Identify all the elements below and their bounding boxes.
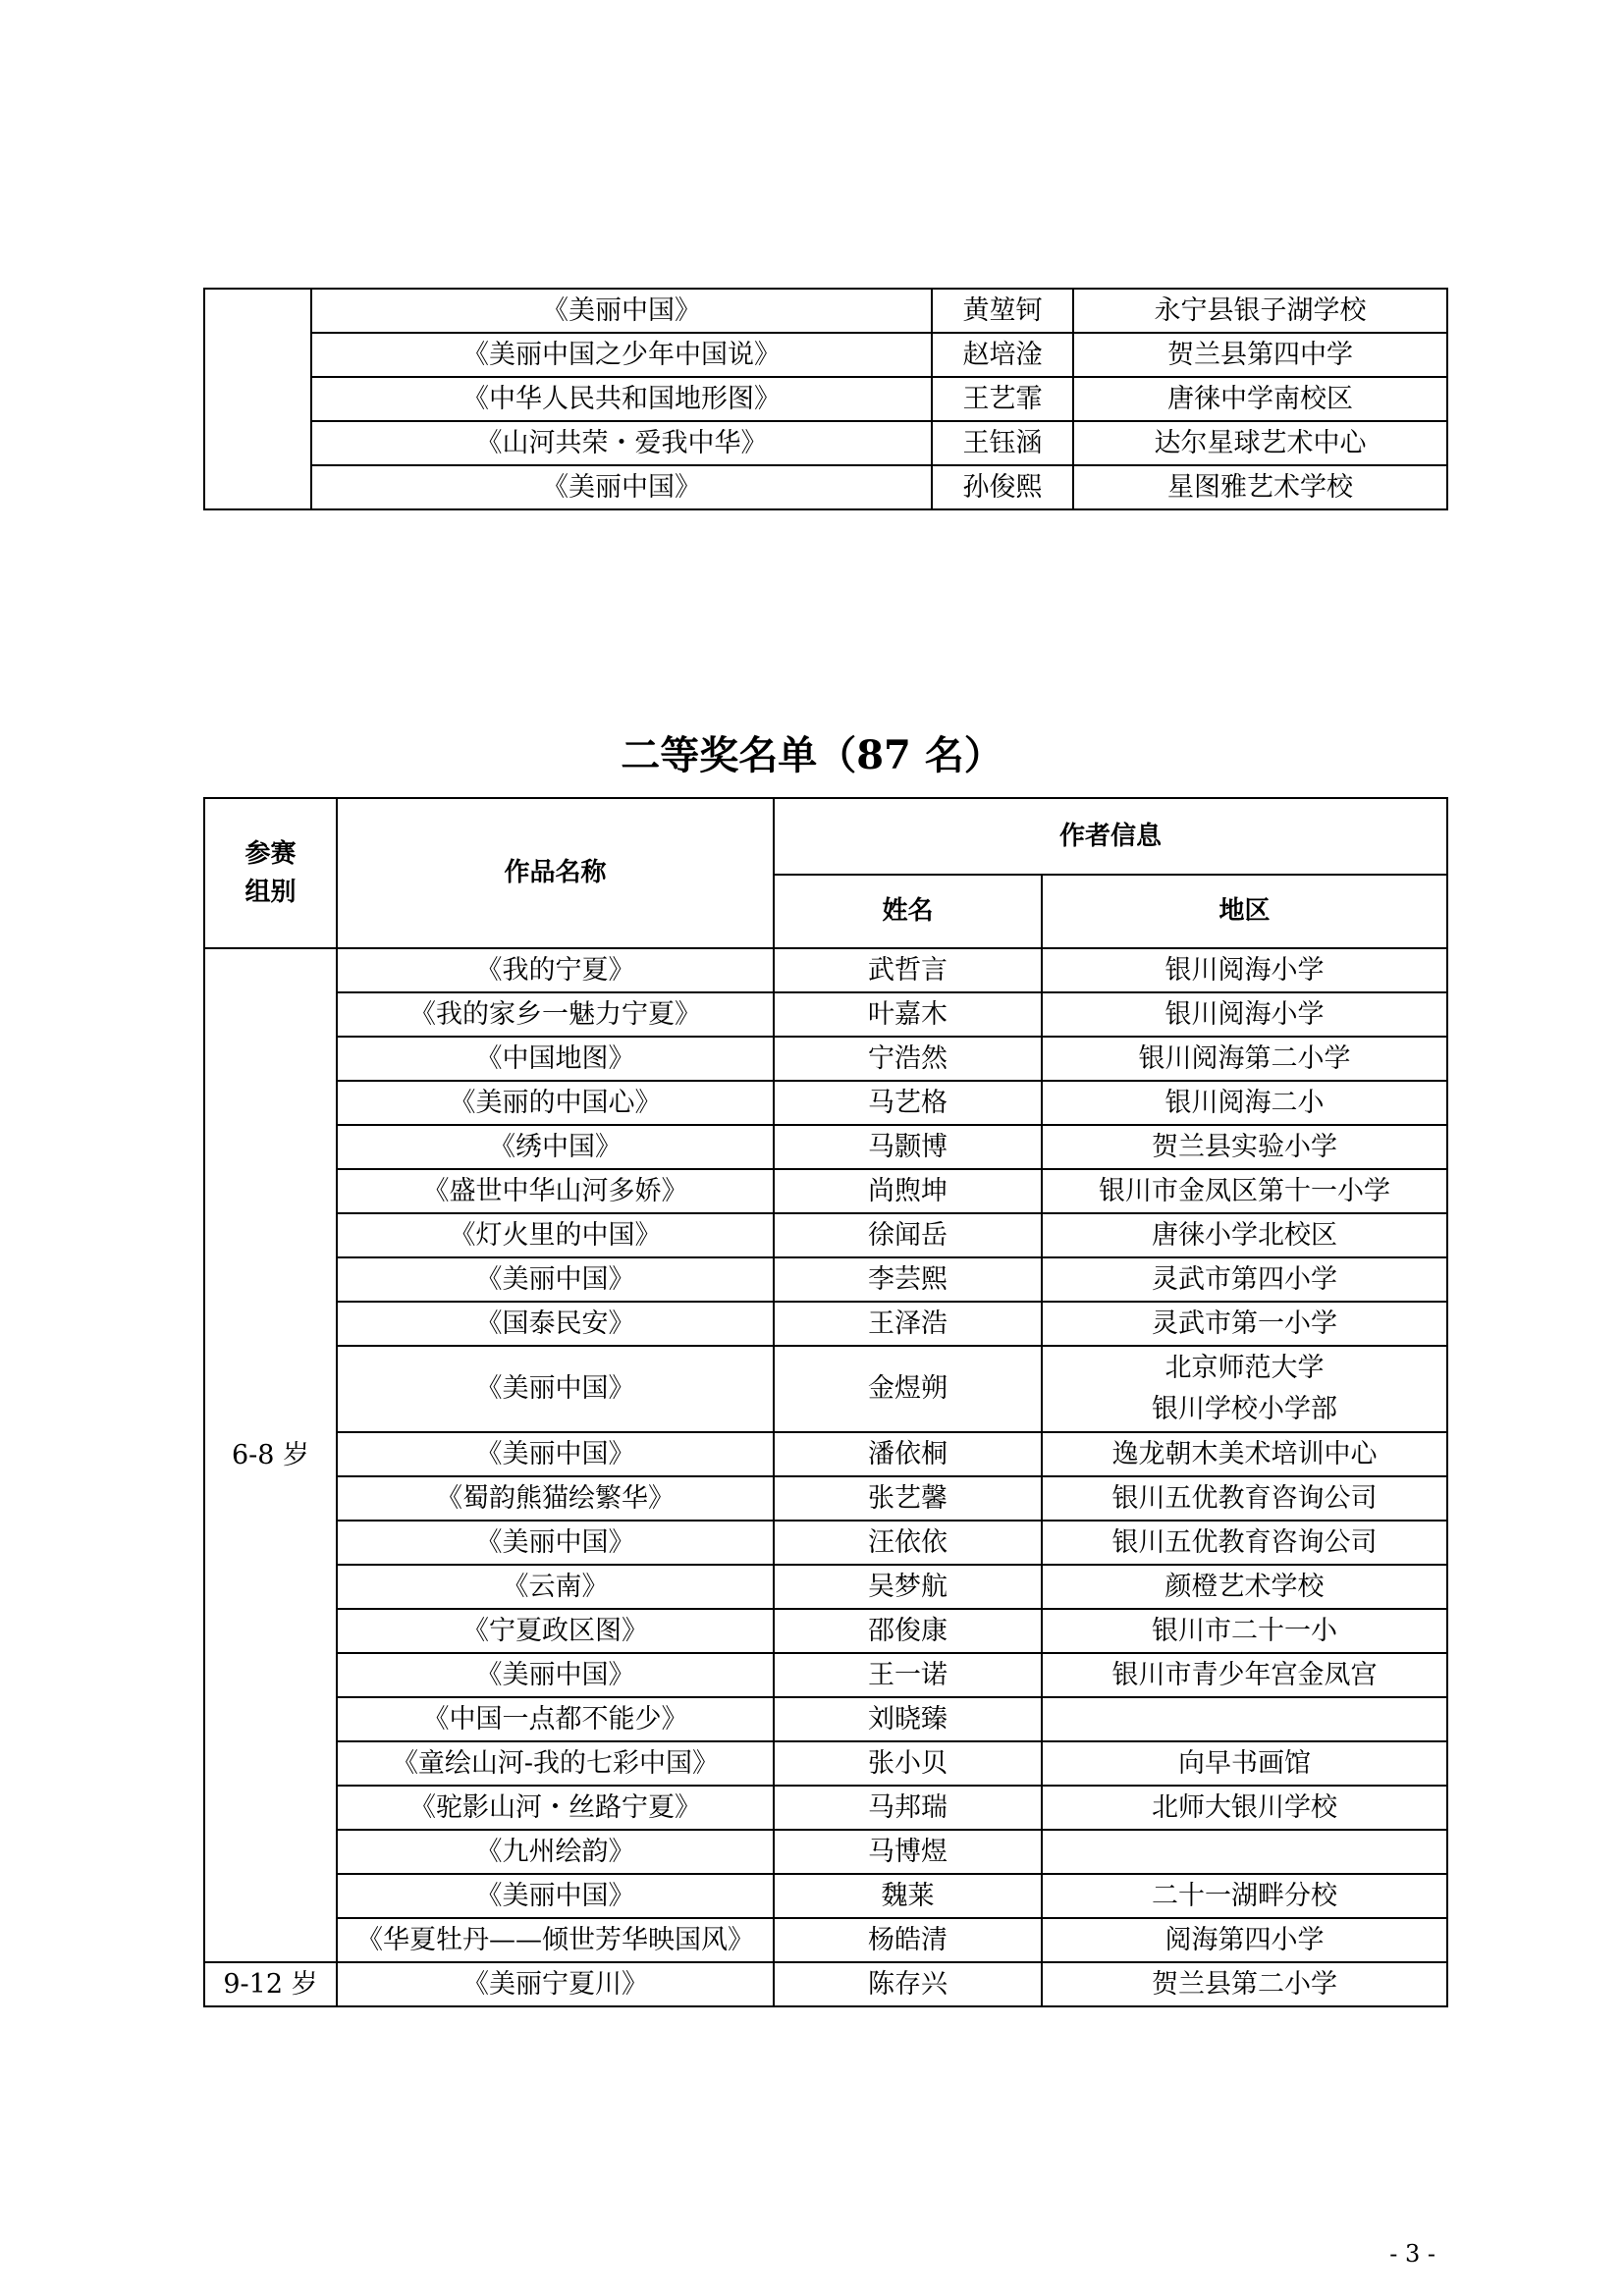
table-row xyxy=(204,992,1447,1037)
author-name: 张艺馨 xyxy=(774,1476,1042,1521)
page-number: - 3 - xyxy=(1389,2240,1435,2268)
work-title: 《美丽中国》 xyxy=(337,1653,774,1697)
header-author-info: 作者信息 xyxy=(774,798,1447,875)
author-name: 陈存兴 xyxy=(774,1962,1042,2006)
table-row xyxy=(204,1521,1447,1565)
table-row xyxy=(204,1609,1447,1653)
work-title: 《美丽宁夏川》 xyxy=(337,1962,774,2006)
author-name: 孙俊熙 xyxy=(932,465,1073,509)
author-region: 北师大银川学校 xyxy=(1042,1786,1447,1830)
table-row xyxy=(204,1476,1447,1521)
work-title: 《美丽中国》 xyxy=(337,1346,774,1432)
author-region-line: 北京师范大学 xyxy=(1164,1353,1325,1384)
author-region: 银川阅海小学 xyxy=(1042,948,1447,992)
table-row xyxy=(204,1302,1447,1346)
second-prize-table xyxy=(203,797,1448,2007)
table-row xyxy=(204,1346,1447,1432)
author-name: 马颢博 xyxy=(774,1125,1042,1169)
author-region xyxy=(1042,1697,1447,1741)
work-title: 《中国一点都不能少》 xyxy=(337,1697,774,1741)
table-row xyxy=(204,948,1447,992)
work-title: 《驼影山河・丝路宁夏》 xyxy=(337,1786,774,1830)
table-row xyxy=(204,1432,1447,1476)
table-row xyxy=(204,1786,1447,1830)
author-region: 银川五优教育咨询公司 xyxy=(1042,1521,1447,1565)
table-row xyxy=(204,1741,1447,1786)
author-name: 魏莱 xyxy=(774,1874,1042,1918)
group-label: 6-8 岁 xyxy=(204,948,337,1962)
header-row xyxy=(204,798,1447,875)
author-name: 尚煦坤 xyxy=(774,1169,1042,1213)
author-region: 贺兰县第二小学 xyxy=(1042,1962,1447,2006)
work-title: 《山河共荣・爱我中华》 xyxy=(311,421,932,465)
table-row xyxy=(204,333,1447,377)
work-title: 《国泰民安》 xyxy=(337,1302,774,1346)
author-name: 王艺霏 xyxy=(932,377,1073,421)
author-name: 马博煜 xyxy=(774,1830,1042,1874)
work-title: 《我的宁夏》 xyxy=(337,948,774,992)
author-region: 贺兰县第四中学 xyxy=(1073,333,1447,377)
table-row xyxy=(204,1125,1447,1169)
author-region: 永宁县银子湖学校 xyxy=(1073,289,1447,333)
work-title: 《美丽中国》 xyxy=(337,1257,774,1302)
work-title: 《美丽中国》 xyxy=(337,1432,774,1476)
table-row xyxy=(204,377,1447,421)
author-region: 向早书画馆 xyxy=(1042,1741,1447,1786)
author-region: 星图雅艺术学校 xyxy=(1073,465,1447,509)
author-region: 阅海第四小学 xyxy=(1042,1918,1447,1962)
author-region xyxy=(1042,1346,1447,1432)
author-name: 金煜朔 xyxy=(774,1346,1042,1432)
header-name: 姓名 xyxy=(774,875,1042,948)
work-title: 《蜀韵熊猫绘繁华》 xyxy=(337,1476,774,1521)
author-region: 逸龙朝木美术培训中心 xyxy=(1042,1432,1447,1476)
work-title: 《中国地图》 xyxy=(337,1037,774,1081)
table-row xyxy=(204,421,1447,465)
work-title: 《华夏牡丹——倾世芳华映国风》 xyxy=(337,1918,774,1962)
table-row xyxy=(204,1565,1447,1609)
table-row xyxy=(204,465,1447,509)
table-row xyxy=(204,1081,1447,1125)
table-row xyxy=(204,1697,1447,1741)
author-name: 潘依桐 xyxy=(774,1432,1042,1476)
author-name: 李芸熙 xyxy=(774,1257,1042,1302)
author-region xyxy=(1042,1830,1447,1874)
author-region: 二十一湖畔分校 xyxy=(1042,1874,1447,1918)
table-row xyxy=(204,1653,1447,1697)
header-group: 参赛 组别 xyxy=(204,798,337,948)
header-region: 地区 xyxy=(1042,875,1447,948)
table-row xyxy=(204,1169,1447,1213)
author-name: 杨皓清 xyxy=(774,1918,1042,1962)
work-title: 《宁夏政区图》 xyxy=(337,1609,774,1653)
table-row xyxy=(204,289,1447,333)
author-name: 刘晓臻 xyxy=(774,1697,1042,1741)
author-name: 武哲言 xyxy=(774,948,1042,992)
author-name: 吴梦航 xyxy=(774,1565,1042,1609)
author-name: 汪依依 xyxy=(774,1521,1042,1565)
table-row xyxy=(204,1918,1447,1962)
author-name: 邵俊康 xyxy=(774,1609,1042,1653)
author-name: 马艺格 xyxy=(774,1081,1042,1125)
author-name: 王一诺 xyxy=(774,1653,1042,1697)
work-title: 《绣中国》 xyxy=(337,1125,774,1169)
author-name: 宁浩然 xyxy=(774,1037,1042,1081)
author-name: 张小贝 xyxy=(774,1741,1042,1786)
work-title: 《美丽中国》 xyxy=(337,1874,774,1918)
author-name: 叶嘉木 xyxy=(774,992,1042,1037)
work-title: 《美丽中国》 xyxy=(311,289,932,333)
work-title: 《美丽中国》 xyxy=(337,1521,774,1565)
header-work: 作品名称 xyxy=(337,798,774,948)
work-title: 《盛世中华山河多娇》 xyxy=(337,1169,774,1213)
work-title: 《九州绘韵》 xyxy=(337,1830,774,1874)
author-region: 银川阅海二小 xyxy=(1042,1081,1447,1125)
work-title: 《灯火里的中国》 xyxy=(337,1213,774,1257)
first-prize-continuation-table xyxy=(203,288,1448,510)
author-name: 王钰涵 xyxy=(932,421,1073,465)
group-label: 9-12 岁 xyxy=(204,1962,337,2006)
author-region: 银川市青少年宫金凤宫 xyxy=(1042,1653,1447,1697)
table-row xyxy=(204,1830,1447,1874)
author-region: 唐徕中学南校区 xyxy=(1073,377,1447,421)
table-row xyxy=(204,1037,1447,1081)
section-title: 二等奖名单（87 名） xyxy=(621,732,1003,778)
author-region: 达尔星球艺术中心 xyxy=(1073,421,1447,465)
author-name: 徐闻岳 xyxy=(774,1213,1042,1257)
work-title: 《中华人民共和国地形图》 xyxy=(311,377,932,421)
work-title: 《美丽中国之少年中国说》 xyxy=(311,333,932,377)
author-name: 王泽浩 xyxy=(774,1302,1042,1346)
author-region: 银川阅海小学 xyxy=(1042,992,1447,1037)
table-row xyxy=(204,1213,1447,1257)
table-row xyxy=(204,1962,1447,2006)
author-name: 赵培淦 xyxy=(932,333,1073,377)
author-region: 银川市二十一小 xyxy=(1042,1609,1447,1653)
author-name: 马邦瑞 xyxy=(774,1786,1042,1830)
author-region: 银川五优教育咨询公司 xyxy=(1042,1476,1447,1521)
work-title: 《云南》 xyxy=(337,1565,774,1609)
work-title: 《我的家乡一魅力宁夏》 xyxy=(337,992,774,1037)
table-row xyxy=(204,1257,1447,1302)
table-row xyxy=(204,1874,1447,1918)
work-title: 《童绘山河-我的七彩中国》 xyxy=(337,1741,774,1786)
author-region: 灵武市第一小学 xyxy=(1042,1302,1447,1346)
work-title: 《美丽中国》 xyxy=(311,465,932,509)
author-region: 银川市金凤区第十一小学 xyxy=(1042,1169,1447,1213)
group-cell xyxy=(204,289,311,509)
author-region: 银川阅海第二小学 xyxy=(1042,1037,1447,1081)
author-region-line: 银川学校小学部 xyxy=(1152,1394,1337,1424)
author-region: 灵武市第四小学 xyxy=(1042,1257,1447,1302)
work-title: 《美丽的中国心》 xyxy=(337,1081,774,1125)
author-region: 贺兰县实验小学 xyxy=(1042,1125,1447,1169)
author-region: 颜橙艺术学校 xyxy=(1042,1565,1447,1609)
author-name: 黄堃钶 xyxy=(932,289,1073,333)
author-region: 唐徕小学北校区 xyxy=(1042,1213,1447,1257)
